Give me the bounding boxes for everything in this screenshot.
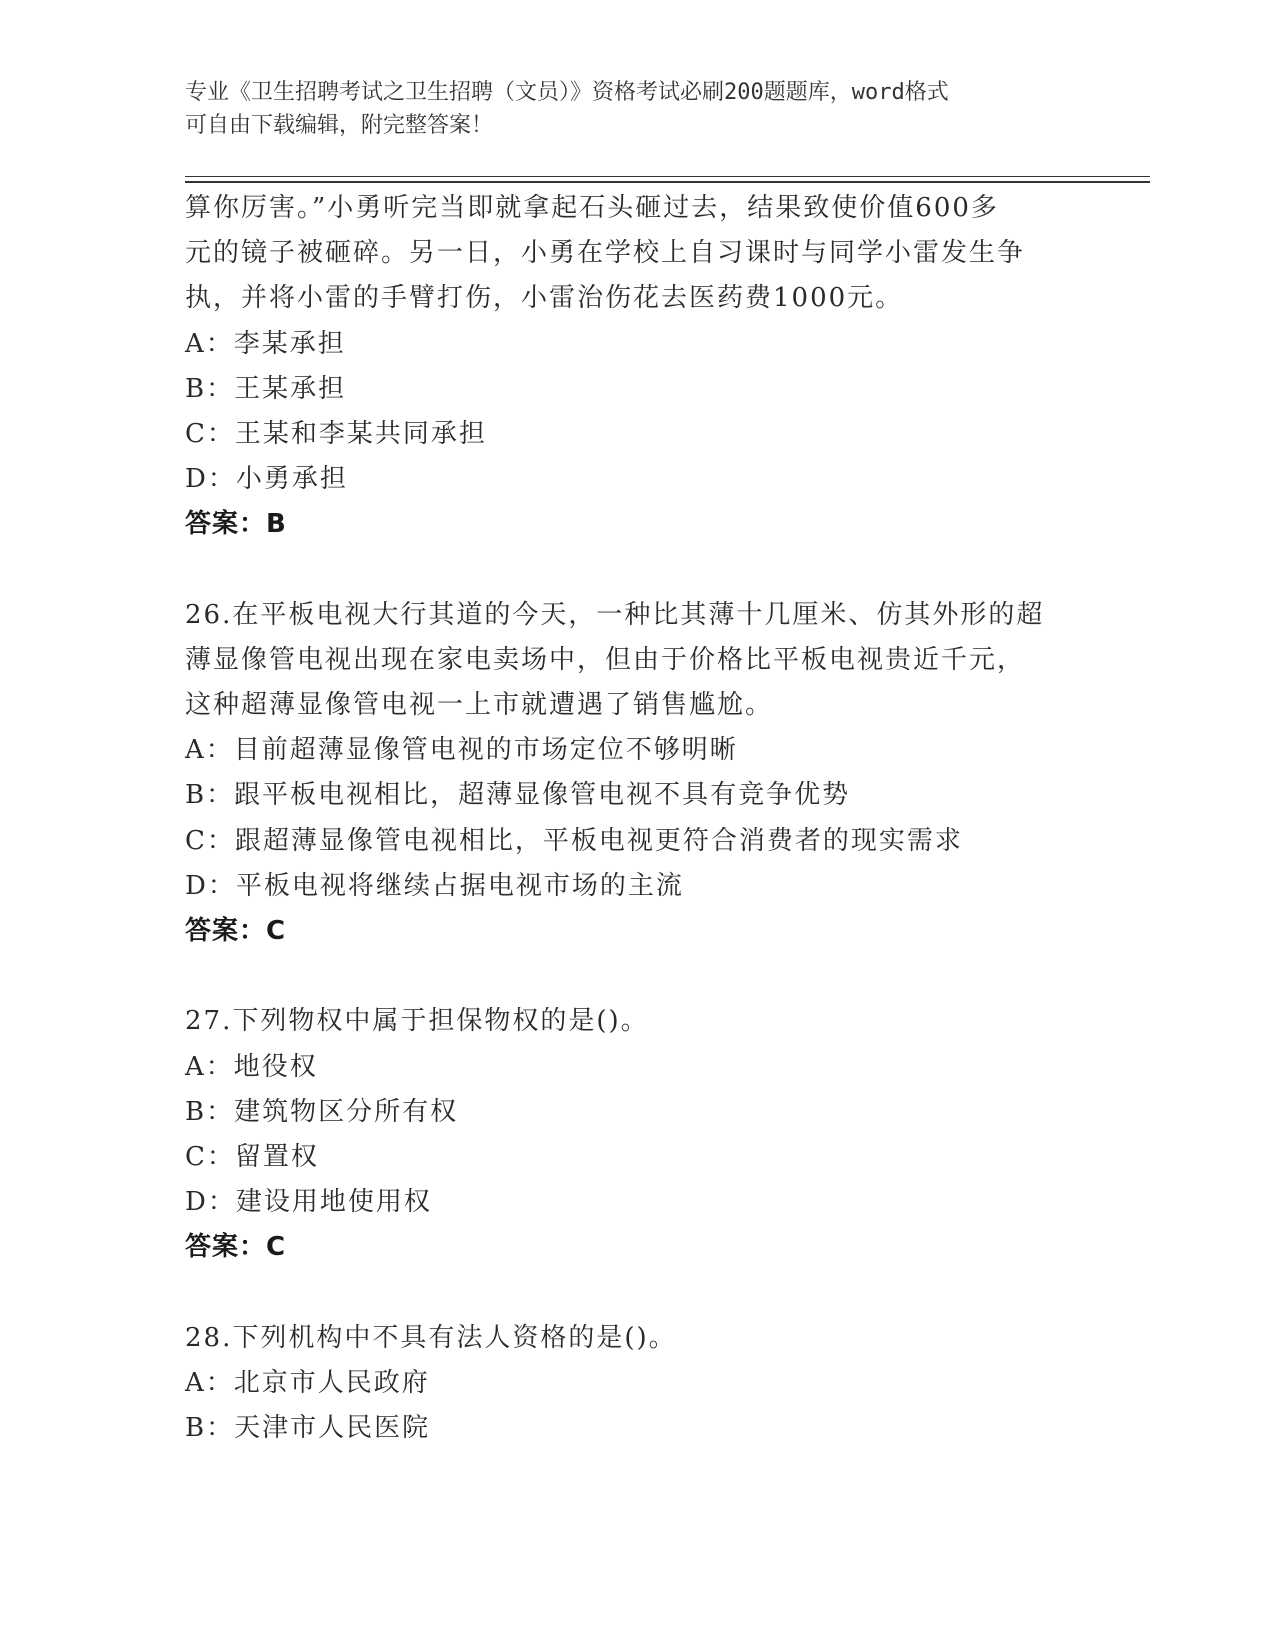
question-26 <box>185 593 1085 955</box>
header-rule-thick <box>185 181 1150 183</box>
question-26-option-c: C：跟超薄显像管电视相比，平板电视更符合消费者的现实需求 <box>185 825 963 856</box>
document-header <box>185 76 1085 142</box>
header-title-line-2: 可自由下载编辑，附完整答案！ <box>185 113 494 138</box>
question-28-option-a: A：北京市人民政府 <box>185 1367 430 1398</box>
header-rule-thin <box>185 176 1150 177</box>
question-27-option-c: C：留置权 <box>185 1141 319 1172</box>
question-26-text-line: 26.在平板电视大行其道的今天，一种比其薄十几厘米、仿其外形的超 <box>185 599 1045 630</box>
question-27 <box>185 999 1085 1270</box>
question-26-option-b: B：跟平板电视相比，超薄显像管电视不具有竞争优势 <box>185 780 851 811</box>
question-27-text-line: 27.下列物权中属于担保物权的是()。 <box>185 1006 649 1037</box>
spacer <box>185 548 1085 593</box>
question-27-answer: 答案：C <box>185 1232 287 1263</box>
document-body <box>185 186 1085 1451</box>
question-28-option-b: B：天津市人民医院 <box>185 1413 431 1444</box>
question-25-text-line: 算你厉害。”小勇听完当即就拿起石头砸过去，结果致使价值600多 <box>185 193 999 223</box>
question-27-option-a: A：地役权 <box>185 1051 318 1082</box>
spacer <box>185 954 1085 999</box>
question-28 <box>185 1316 1085 1452</box>
question-26-answer: 答案：C <box>185 916 287 946</box>
question-25-text-line: 执，并将小雷的手臂打伤，小雷治伤花去医药费1000元。 <box>185 283 904 314</box>
question-25-option-d: D：小勇承担 <box>185 464 348 495</box>
question-25-text-line: 元的镜子被砸碎。另一日，小勇在学校上自习课时与同学小雷发生争 <box>185 238 1026 269</box>
question-26-text-line: 这种超薄显像管电视一上市就遭遇了销售尴尬。 <box>185 690 774 721</box>
question-28-text-line: 28.下列机构中不具有法人资格的是()。 <box>185 1322 677 1353</box>
spacer <box>185 1271 1085 1316</box>
question-25-option-c: C：王某和李某共同承担 <box>185 418 487 449</box>
question-25-option-a: A：李某承担 <box>185 328 346 359</box>
header-title-line-1: 专业《卫生招聘考试之卫生招聘（文员）》资格考试必刷200题题库，word格式 <box>185 80 949 105</box>
question-27-option-d: D：建设用地使用权 <box>185 1187 432 1218</box>
question-26-option-d: D：平板电视将继续占据电视市场的主流 <box>185 870 684 901</box>
question-26-option-a: A：目前超薄显像管电视的市场定位不够明晰 <box>185 735 738 766</box>
question-25-answer: 答案：B <box>185 509 287 540</box>
question-25 <box>185 186 1085 548</box>
question-26-text-line: 薄显像管电视出现在家电卖场中，但由于价格比平板电视贵近千元， <box>185 644 1026 675</box>
question-27-option-b: B：建筑物区分所有权 <box>185 1096 459 1127</box>
question-25-option-b: B：王某承担 <box>185 373 347 404</box>
